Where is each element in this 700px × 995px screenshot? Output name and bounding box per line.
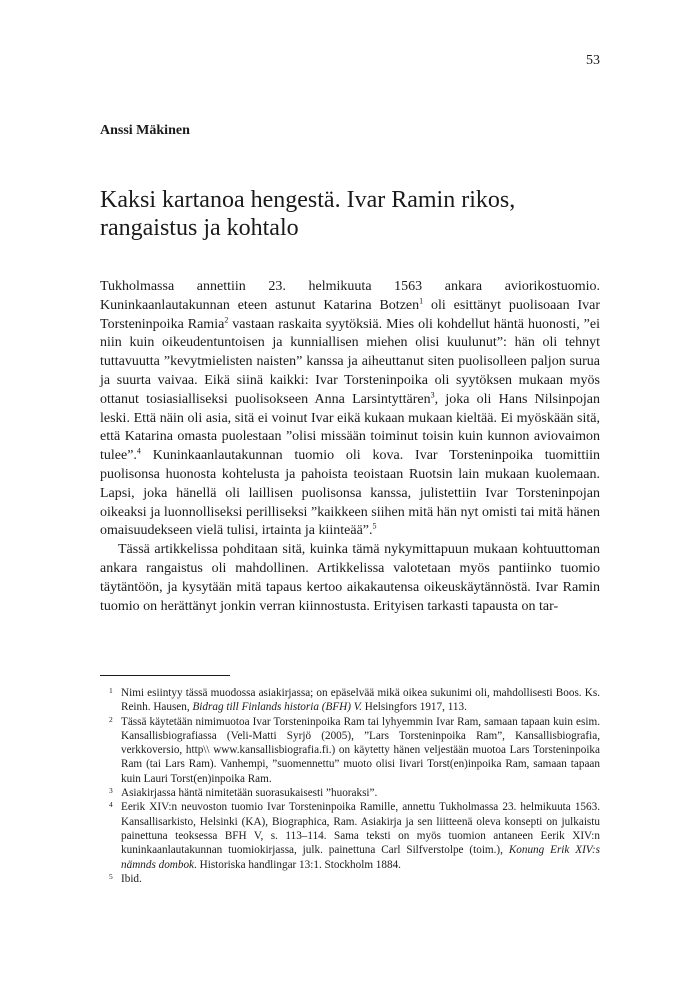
text-run: Kuninkaanlautakunnan tuomio oli kova. Ivar Torsteninpoika tuomittiin puolisonsa huonosta kohtelusta ja pahoista teoistaan Ruotsin lain mukaan kuolemaan. Lapsi, joka hänellä oli laillisen puolisonsa kanssa, julistettiin Ivar Torsteninpojan oikeaksi ja luonnolliseksi perilliseksi ”kaikkeen siihen mitä hän nyt omisti tai mitä hänen omaisuudekseen vielä tulisi, irtainta ja kiinteää”. [100,448,600,539]
footnote-ref: 5 [372,521,377,531]
body-paragraph [100,541,600,616]
page-number: 53 [586,53,600,68]
italic-title: Bidrag till Finlands historia (BFH) V. [192,701,362,714]
text-run: Asiakirjassa häntä nimitetään suorasukaisesti ”huoraksi”. [121,787,378,800]
text-run: Tässä artikkelissa pohditaan sitä, kuinka tämä nykymittapuun mukaan kohtuuttoman ankara rangaistus oli mahdollinen. Artikkelissa valotetaan myös pantiinko tuomio täytäntöön, ja kysytään mitä tapaus kertoo aikakautensa oikeuskäytännöstä. Ivar Ramin tuomio on herättänyt jonkin verran kiinnostusta. Erityisen tarkasti tapausta on tar- [100,542,600,614]
footnote [100,686,600,715]
text-run: vastaan raskaita syytöksiä. Mies oli kohdellut häntä huonosti, ”ei niin kuin oikeudentuntoisen ja kunniallisen miehen olisi kuulunut”: hän oli tehnyt tuttavuutta ”kevytmielisten naisten” kanssa ja aiheuttanut siten puolisolleen paljon surua ja suurta vaivaa. Eikä siinä kaikki: Ivar Torsteninpoika oli syytöksen mukaan myös ottanut tosiasialliseksi puolisokseen Anna Larsintyttären [100,316,600,407]
footnote [100,800,600,871]
text-run: Eerik XIV:n neuvoston tuomio Ivar Torsteninpoika Ramille, annettu Tukholmassa 23. helmikuuta 1563. Kansallisarkisto, Helsinki (KA), Biographica, Ram. Asiakirja ja sen liitteenä oleva konsepti on julkaistu painettuna teoksessa BFH V, s. 113–114. Sama teksti on myös tuomion antaneen Eerik XIV:n kuninkaanlautakunnan tuomiokirjassa, julk. painettuna Carl Silfverstolpe (toim.), [121,801,600,857]
footnote [100,715,600,786]
text-run: , joka oli Hans Nilsinpojan leski. Että näin oli asia, sitä ei voinut Ivar eikä kukaan mukaan kieltää. Ei myöskään sitä, että Katarina omasta puolestaan ”olisi missään toiminut toisin kuin kunnon aviovaimon tulee”. [100,391,600,464]
text-run: Ibid. [121,872,142,885]
article-body [100,278,600,616]
text-run: Tässä käytetään nimimuotoa Ivar Torsteninpoika Ram tai lyhyemmin Ivar Ram, samaan tapaan kuin esim. Kansallisbiografiassa (Veli-Matti Syrjö (2005), ”Lars Torsteninpoika Ram”, Kansallisbiografia, verkkoversio, http\\ www.kansallisbiografia.fi.) on käytetty hänen veljestään muotoa Lars Torsteninpoika Ram (tai Lars Ram). Vanhempi, ”suomennettu” muoto olisi Iivari Torst(en)inpoika Ram, samaan tapaan kuin Lauri Torst(en)inpoika Ram. [121,715,600,785]
footnotes [100,686,600,886]
text-run: . Historiska handlingar 13:1. Stockholm 1884. [194,858,401,871]
footnote-number: 5 [109,871,113,881]
footnote-number: 1 [109,686,113,695]
footnote-ref: 1 [419,296,424,306]
text-run: Tukholmassa annettiin 23. helmikuuta 1563 ankara aviorikostuomio. Kuninkaanlautakunnan eteen astunut Katarina Botzen [100,279,600,313]
italic-title: Konung Erik XIV:s nämnds dombok [121,844,600,871]
text-run: Nimi esiintyy tässä muodossa asiakirjassa; on epäselvää mikä oikea sukunimi oli, mahdollisesti Boos. Ks. Reinh. Hausen, [121,687,600,714]
footnote [100,786,600,800]
text-run: Helsingfors 1917, 113. [361,701,467,714]
author-name: Anssi Mäkinen [100,123,190,138]
article-title: Kaksi kartanoa hengestä. Ivar Ramin rikos, rangaistus ja kohtalo [100,187,516,241]
footnote [100,872,600,886]
footnote-ref: 2 [224,314,229,324]
footnote-ref: 4 [136,446,141,456]
footnote-number: 3 [109,786,113,796]
footnote-ref: 3 [430,390,435,400]
footnote-number: 4 [109,800,113,810]
body-paragraph [100,278,600,541]
footnote-number: 2 [109,714,113,724]
footnote-rule [100,675,230,676]
text-run: oli esittänyt puolisoaan Ivar Torsteninpoika Ramia [100,297,600,332]
